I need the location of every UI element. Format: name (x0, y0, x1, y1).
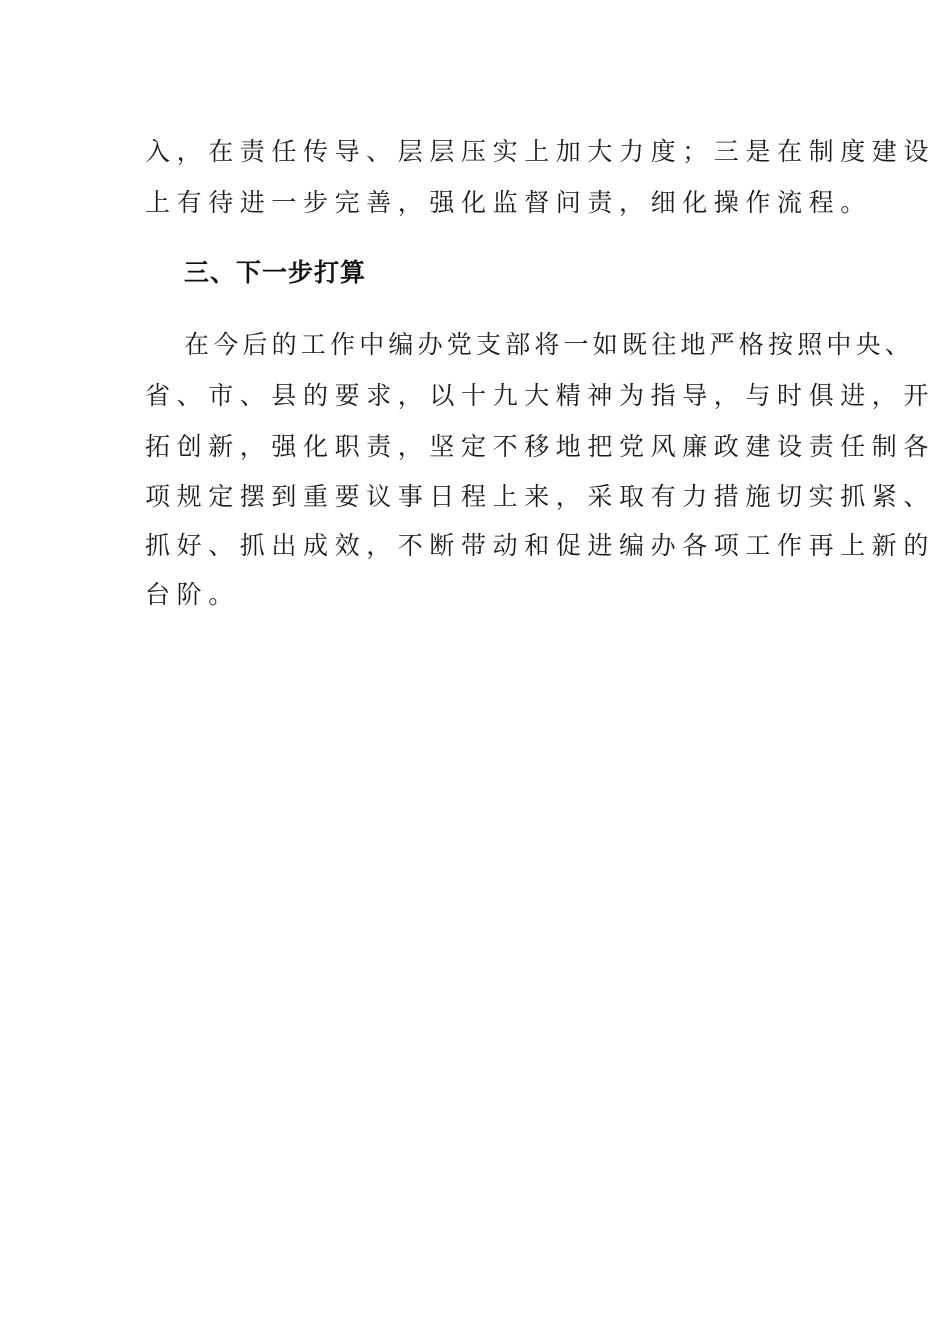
paragraph-line: 拓创新，强化职责，坚定不移地把党风廉政建设责任制各 (145, 432, 936, 461)
paragraph-line: 入，在责任传导、层层压实上加大力度；三是在制度建设 (145, 137, 936, 166)
section-heading: 三、下一步打算 (184, 258, 367, 287)
paragraph-line: 上有待进一步完善，强化监督问责，细化操作流程。 (145, 188, 872, 217)
paragraph-line: 项规定摆到重要议事日程上来，采取有力措施切实抓紧、 (145, 482, 936, 511)
paragraph-line: 台阶。 (145, 580, 240, 609)
paragraph-line: 抓好、抓出成效，不断带动和促进编办各项工作再上新的 (145, 531, 936, 560)
paragraph-line: 在今后的工作中编办党支部将一如既往地严格按照中央、 (184, 330, 915, 359)
paragraph-line: 省、市、县的要求，以十九大精神为指导，与时俱进，开 (145, 381, 936, 410)
